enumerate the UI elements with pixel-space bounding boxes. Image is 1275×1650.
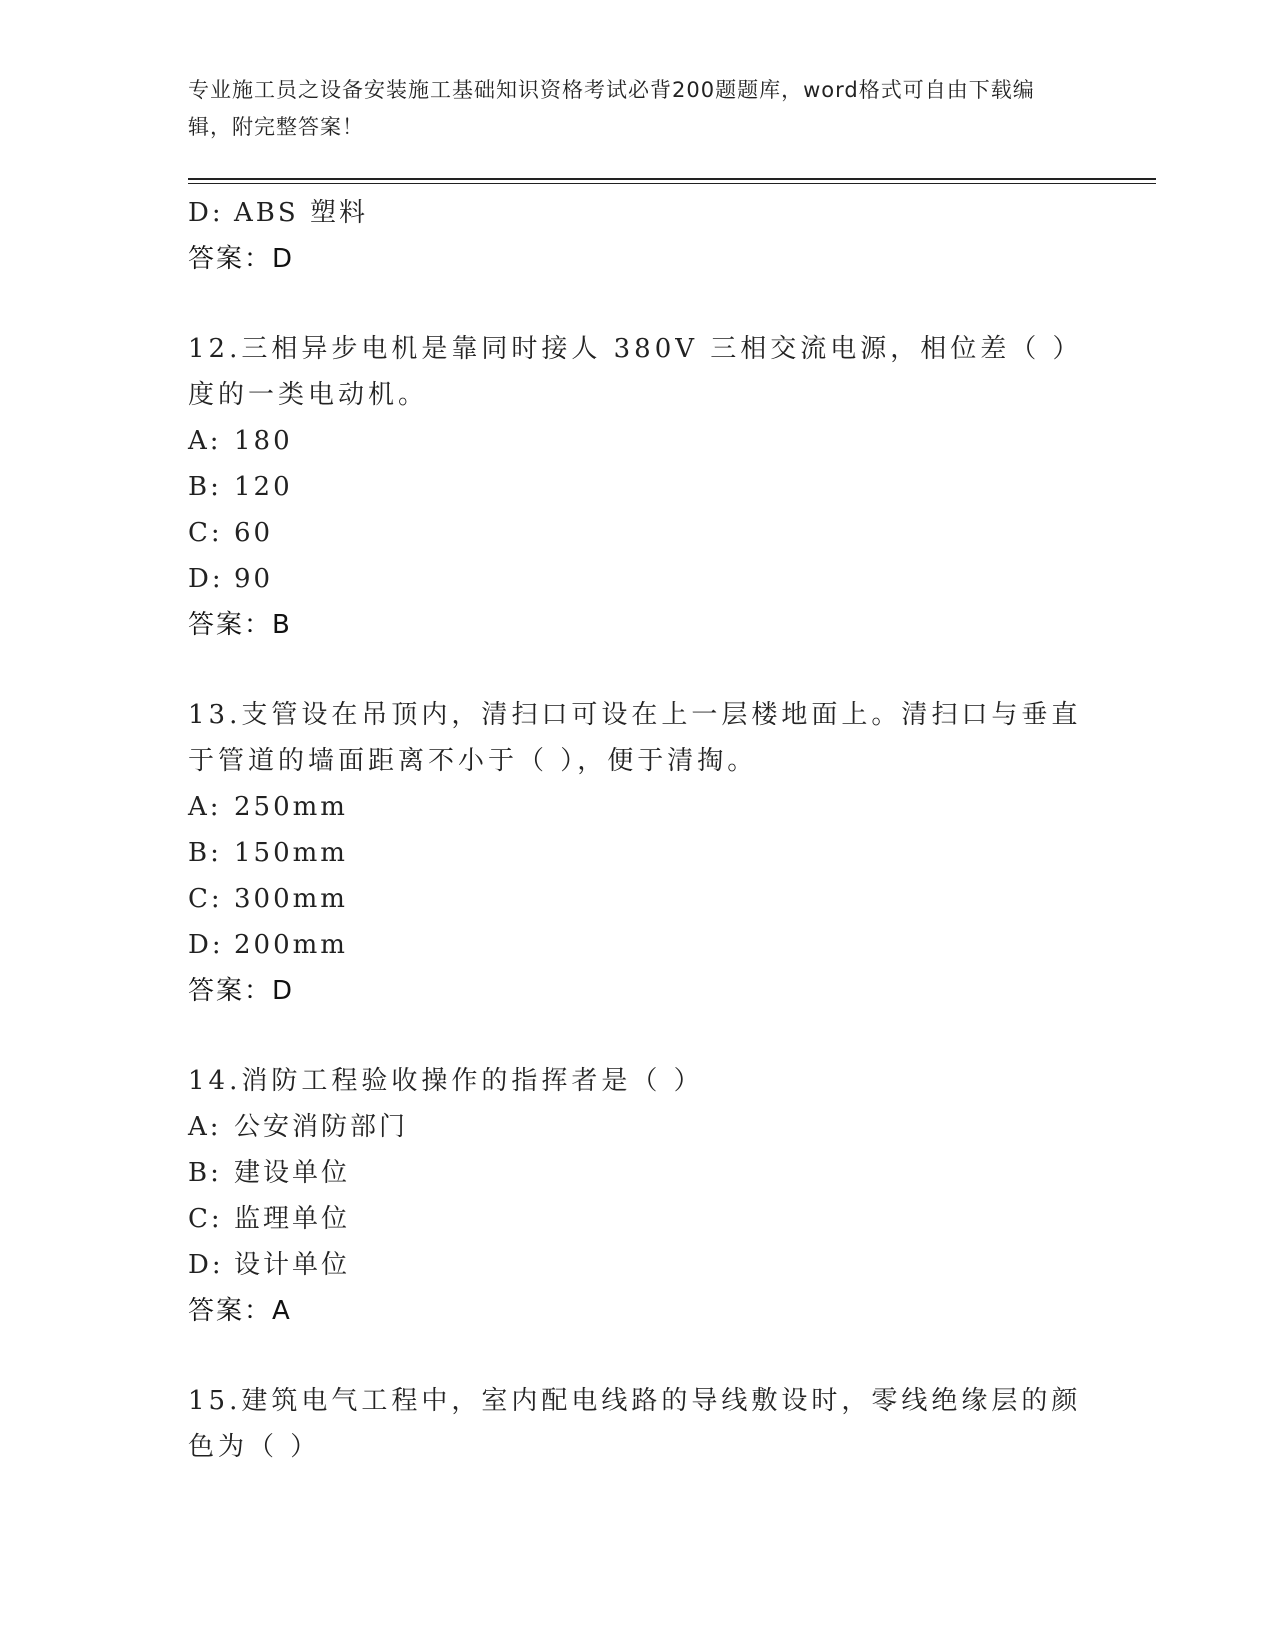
option-text: 90 [234, 564, 274, 594]
option-text: 300mm [234, 884, 348, 914]
header-rule-thin [188, 183, 1156, 184]
option-line [188, 1242, 1088, 1288]
option-label: A: [188, 792, 222, 822]
option-label: D: [188, 930, 224, 960]
header-rule [188, 178, 1156, 180]
option-label: A: [188, 426, 222, 456]
option-label: D: [188, 198, 224, 228]
option-text: 公安消防部门 [234, 1112, 409, 1142]
option-label: A: [188, 1112, 222, 1142]
answer-line: 答案：A [188, 1296, 292, 1326]
option-line [188, 922, 1088, 968]
option-text: 250mm [234, 792, 348, 822]
question-stem: 12.三相异步电机是靠同时接人 380V 三相交流电源，相位差（ ）度的一类电动机。 [188, 334, 1083, 410]
option-line [188, 876, 1088, 922]
question-stem: 15.建筑电气工程中，室内配电线路的导线敷设时，零线绝缘层的颜色为（ ） [188, 1386, 1082, 1462]
option-label: B: [188, 1158, 222, 1188]
answer-line: 答案：D [188, 976, 295, 1006]
option-text: 120 [234, 472, 293, 502]
option-text: 设计单位 [234, 1250, 351, 1280]
option-line [188, 1104, 1088, 1150]
option-line [188, 1150, 1088, 1196]
option-label: B: [188, 838, 222, 868]
option-line [188, 784, 1088, 830]
option-text: 60 [234, 518, 274, 548]
option-label: D: [188, 1250, 224, 1280]
document-header: 专业施工员之设备安装施工基础知识资格考试必背200题题库，word格式可自由下载编辑，附完整答案！ [188, 78, 1035, 139]
question-list [188, 190, 1088, 1470]
option-label: C: [188, 884, 223, 914]
option-text: 监理单位 [234, 1204, 351, 1234]
answer-line: 答案：B [188, 610, 292, 640]
spacer [188, 1334, 1088, 1378]
option-line [188, 464, 1088, 510]
option-line [188, 1196, 1088, 1242]
spacer [188, 648, 1088, 692]
answer-line: 答案：D [188, 244, 295, 274]
option-label: C: [188, 1204, 223, 1234]
question-stem: 13.支管设在吊顶内，清扫口可设在上一层楼地面上。清扫口与垂直于管道的墙面距离不小于（ ），便于清掏。 [188, 700, 1082, 776]
option-text: 150mm [234, 838, 348, 868]
spacer [188, 282, 1088, 326]
option-text: ABS 塑料 [234, 198, 368, 228]
option-label: D: [188, 564, 224, 594]
option-text: 建设单位 [234, 1158, 351, 1188]
option-line [188, 830, 1088, 876]
option-label: B: [188, 472, 222, 502]
option-line [188, 418, 1088, 464]
option-label: C: [188, 518, 223, 548]
option-line [188, 190, 1088, 236]
spacer [188, 1014, 1088, 1058]
option-text: 200mm [234, 930, 348, 960]
question-stem: 14.消防工程验收操作的指挥者是（ ） [188, 1066, 704, 1096]
option-text: 180 [234, 426, 293, 456]
option-line [188, 510, 1088, 556]
option-line [188, 556, 1088, 602]
